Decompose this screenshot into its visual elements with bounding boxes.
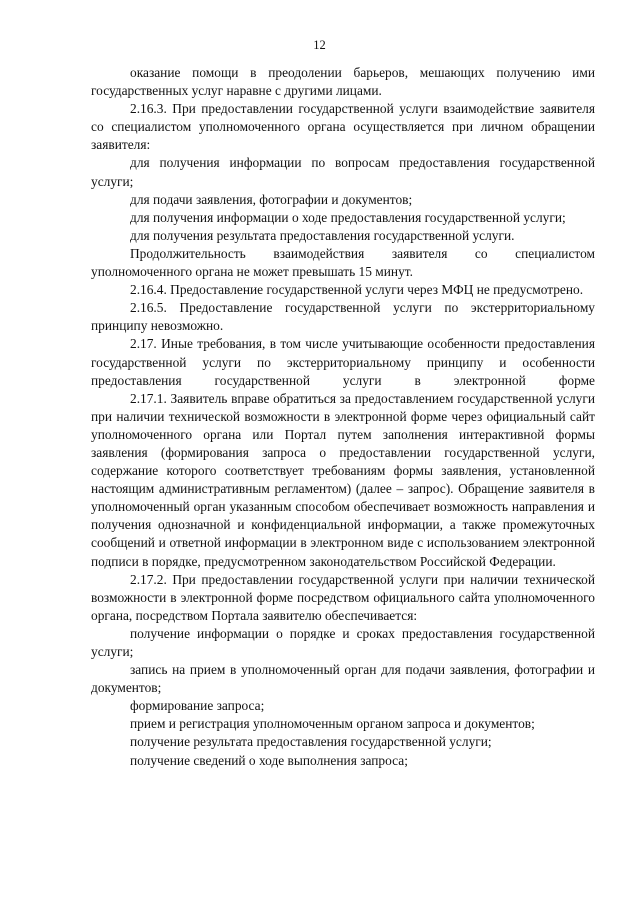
list-item: запись на прием в уполномоченный орган для подачи заявления, фотографии и документов; xyxy=(91,662,595,696)
paragraph: оказание помощи в преодолении барьеров, мешающих получению ими государственных услуг наравне с другими лицами. xyxy=(91,65,595,99)
paragraph: для получения результата предоставления государственной услуги. xyxy=(130,227,515,243)
list-item: получение результата предоставления государственной услуги; xyxy=(130,734,492,750)
section-heading: 2.17. Иные требования, в том числе учитывающие особенности предоставления государственной услуги по экстерриториальному принципу и особенности предоставления государственной услуги в электронной форме xyxy=(91,336,595,388)
paragraph: 2.16.3. При предоставлении государственной услуги взаимодействие заявителя со специалистом уполномоченного органа осуществляется при личном обращении заявителя: xyxy=(91,101,595,153)
list-item: прием и регистрация уполномоченным органом запроса и документов; xyxy=(130,716,535,732)
paragraph: 2.17.1. Заявитель вправе обратиться за предоставлением государственной услуги при наличии технической возможности в электронной форме через официальный сайт уполномоченного органа или Портал путем заполнения интерактивной формы заявления (формирования запроса о предоставлении государственной услуги, содержание которого соответствует требованиям формы заявления, установленной настоящим административным регламентом) (далее – запрос). Обращение заявителя в уполномоченный орган указанным способом обеспечивает возможность направления и получения однозначной и конфиденциальной информации, а также промежуточных сообщений и ответной информации в электронном виде с использованием электронной подписи в порядке, предусмотренном законодательством Российской Федерации. xyxy=(91,390,595,569)
paragraph: 2.17.2. При предоставлении государственной услуги при наличии технической возможности в электронной форме посредством официального сайта уполномоченного органа, посредством Портала заявителю обеспечивается: xyxy=(91,571,595,623)
document-body xyxy=(91,64,595,770)
list-item: получение информации о порядке и сроках предоставления государственной услуги; xyxy=(91,625,595,659)
paragraph: для получения информации о ходе предоставления государственной услуги; xyxy=(130,209,566,225)
paragraph: Продолжительность взаимодействия заявителя со специалистом уполномоченного органа не может превышать 15 минут. xyxy=(91,245,595,280)
paragraph: для получения информации по вопросам предоставления государственной услуги; xyxy=(91,155,595,189)
list-item: получение сведений о ходе выполнения запроса; xyxy=(130,752,408,768)
paragraph: 2.16.4. Предоставление государственной услуги через МФЦ не предусмотрено. xyxy=(130,282,584,298)
paragraph: для подачи заявления, фотографии и документов; xyxy=(130,191,413,207)
page-number: 12 xyxy=(313,38,326,52)
paragraph: 2.16.5. Предоставление государственной услуги по экстерриториальному принципу невозможно. xyxy=(91,300,595,334)
list-item: формирование запроса; xyxy=(130,698,265,714)
